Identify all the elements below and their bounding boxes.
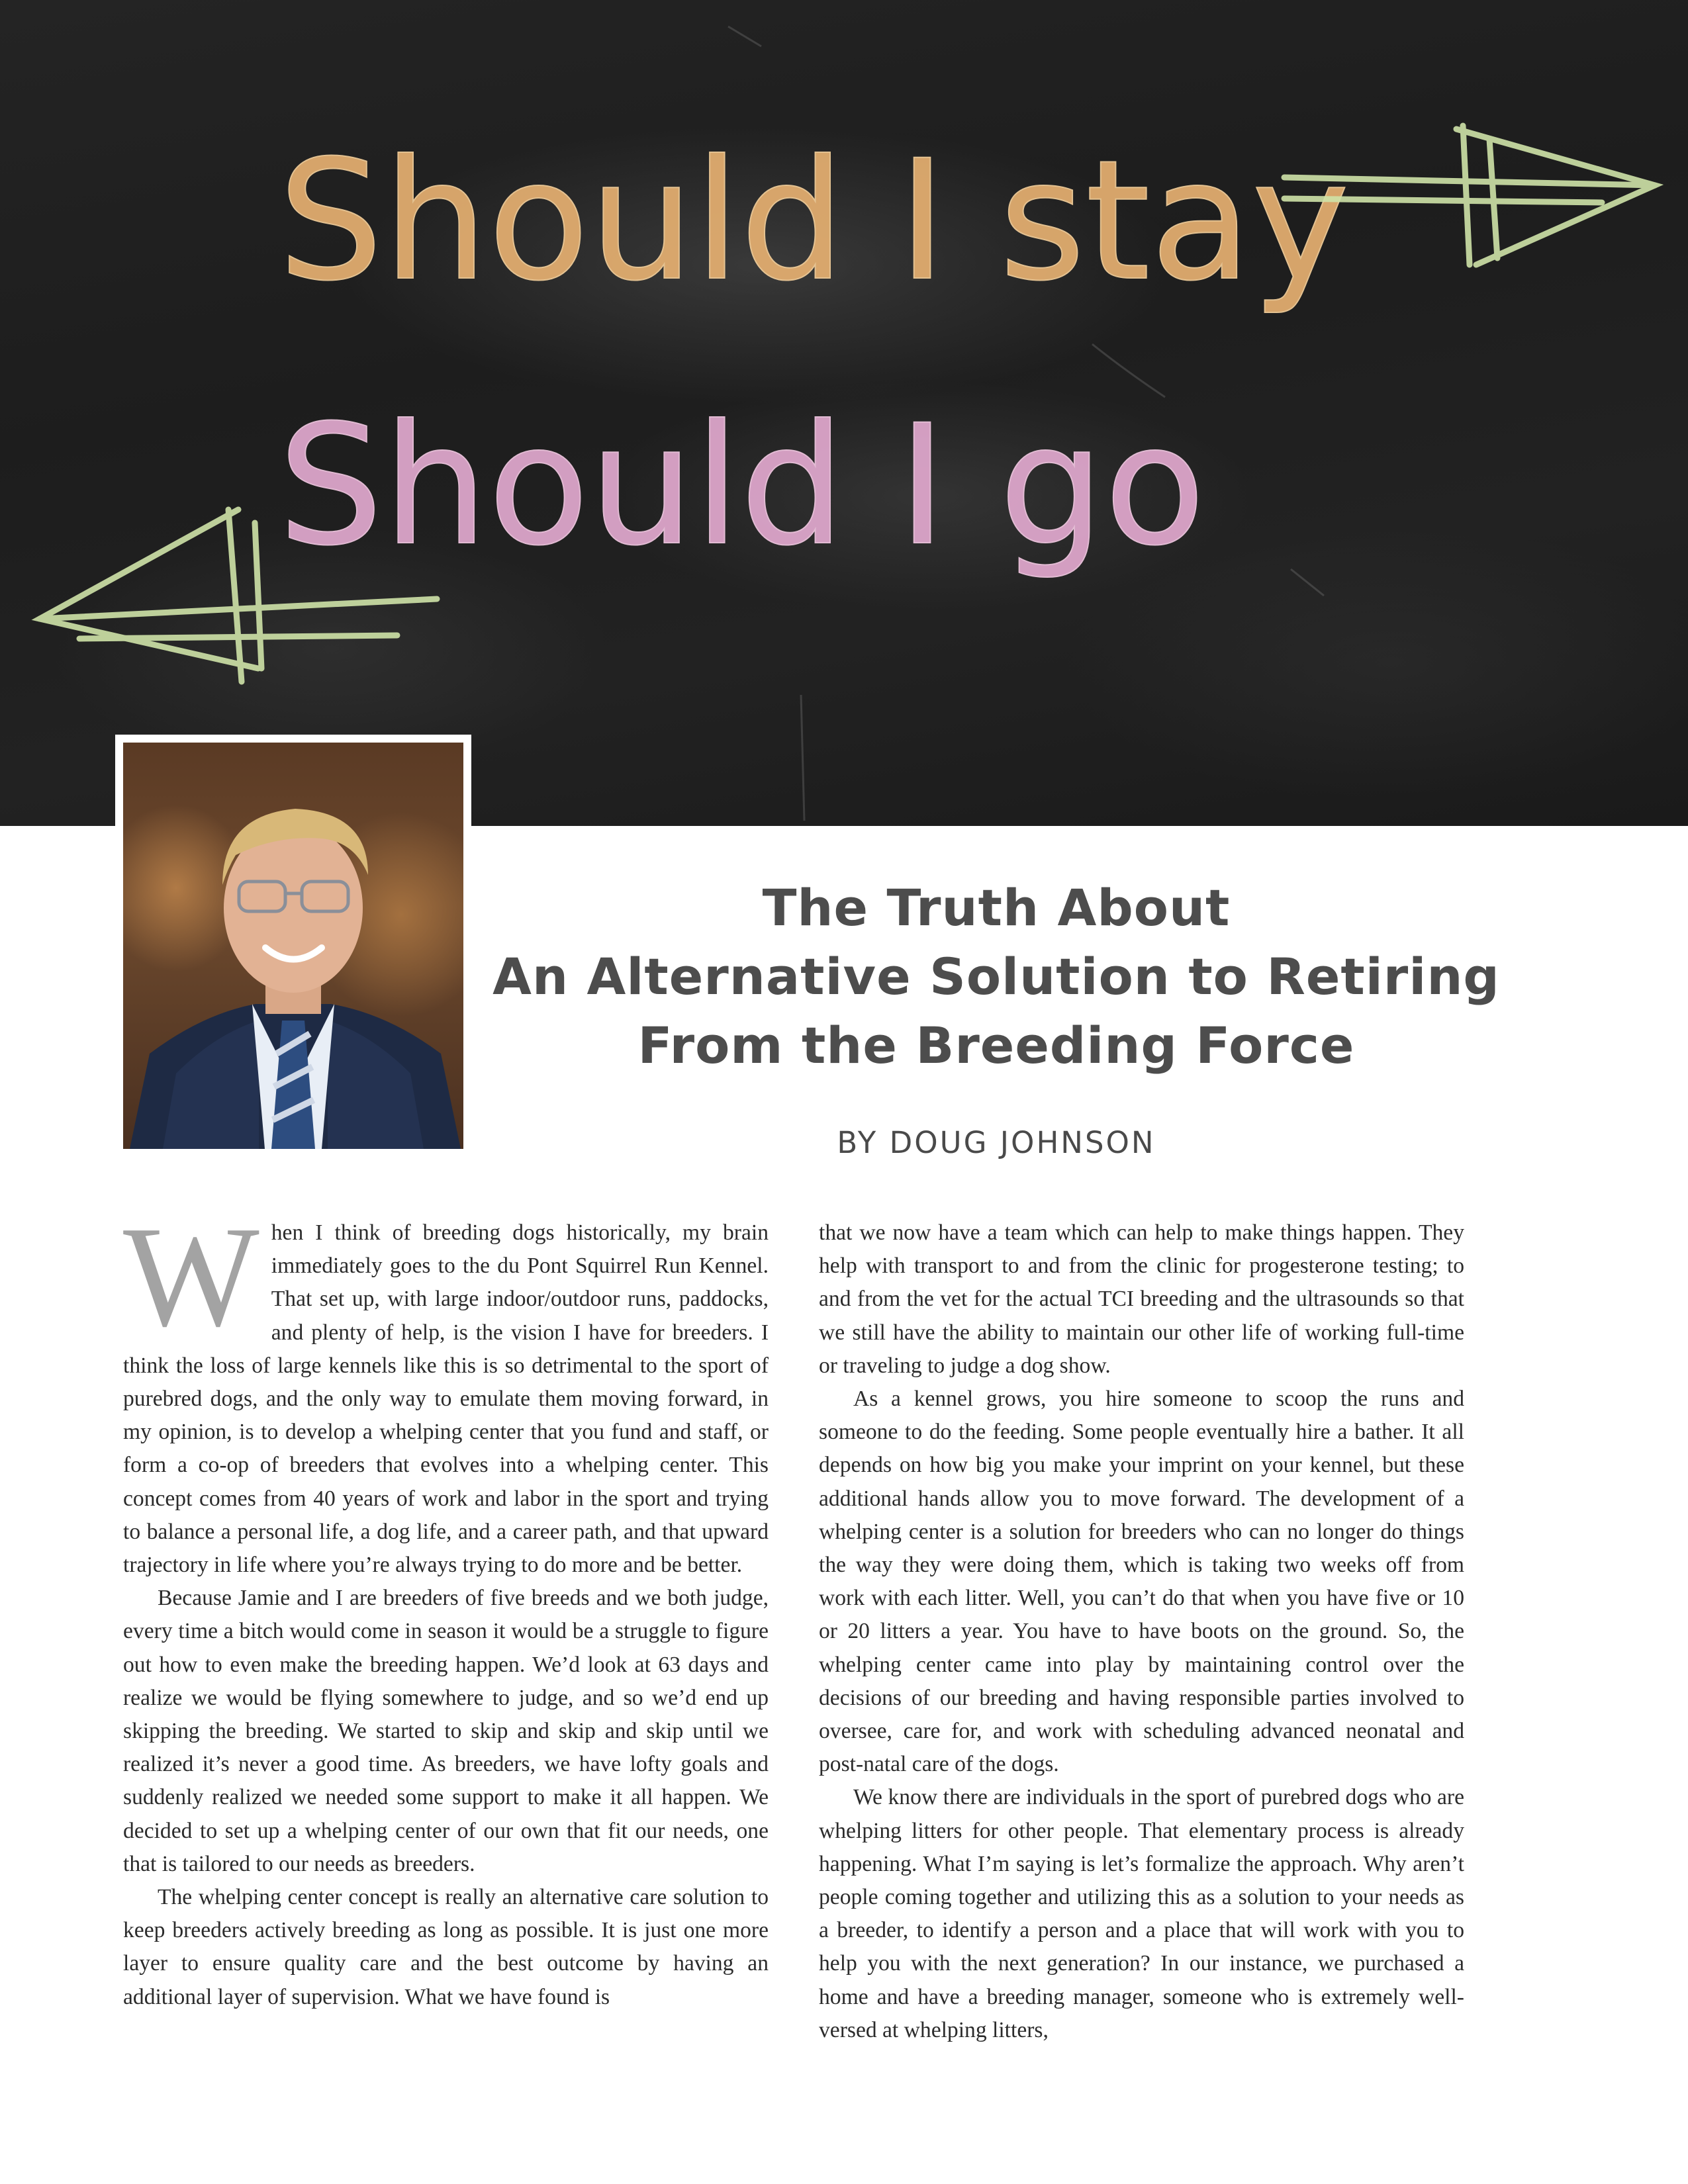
article-byline: BY DOUG JOHNSON	[837, 1125, 1156, 1160]
title-line-2: An Alternative Solution to Retiring	[492, 947, 1500, 1006]
article-column-right	[819, 1216, 1464, 2097]
chalk-line-should-i-go: Should I go	[278, 389, 1206, 582]
title-line-3: From the Breeding Force	[637, 1016, 1355, 1075]
body-paragraph	[123, 1197, 769, 1582]
body-paragraph: We know there are individuals in the sport of purebred dogs who are whelping litters for other people. That elementary process is already happening. What I’m saying is let’s formalize the approach. Why aren’t people coming together and utilizing this as a solution to your needs as a breeder, to identify a person and a place that will work with you to help you with the next generation? In our instance, we purchased a home and have a breeding manager, someone who is extremely well-versed at whelping litters,	[819, 1785, 1464, 2042]
body-paragraph-text: hen I think of breeding dogs historically, my brain immediately goes to the du Pont Squirrel Run Kennel. That set up, with large indoor/outdoor runs, paddocks, and plenty of help, is the vision I have for breeders. I think the loss of large kennels like this is so detrimental to the sport of purebred dogs, and the only way to emulate them moving forward, in my opinion, is to develop a whelping center that you fund and staff, or form a co-op of breeders that evolves into a whelping center. This concept comes from 40 years of work and labor in the sport and trying to balance a personal life, a dog life, and a career path, and that upward trajectory in life where you’re always trying to do more and be better.	[123, 1220, 769, 1578]
author-photo	[123, 743, 463, 1149]
body-paragraph: that we now have a team which can help to make things happen. They help with transport to and from the clinic for progesterone testing; to and from the vet for the actual TCI breeding and the ultrasounds so that we still have the ability to maintain our other life of working full-time or traveling to judge a dog show.	[819, 1220, 1464, 1378]
body-paragraph: The whelping center concept is really an alternative care solution to keep breeders actively breeding as long as possible. It is just one more layer to ensure quality care and the best outcome by having an additional layer of supervision. What we have found is	[123, 1885, 769, 2009]
chalkboard-hero-image	[0, 0, 1688, 826]
title-line-1: The Truth About	[762, 878, 1231, 937]
chalkboard-drawing	[0, 0, 1688, 826]
body-paragraph: As a kennel grows, you hire someone to scoop the runs and someone to do the feeding. Some people eventually hire a bather. It all depends on how big you make your imprint on your kennel, but these additional hands allow you to move forward. The development of a whelping center is a solution for breeders who can no longer do things the way they were doing them, which is taking two weeks off from work with each litter. Well, you can’t do that when you have five or 10 or 20 litters a year. You have to have boots on the ground. So, the whelping center came into play by maintaining control over the decisions of our breeding and having responsible parties involved to oversee, care for, and work with scheduling advanced neonatal and post-natal care of the dogs.	[819, 1387, 1464, 1777]
article-column-left	[123, 1197, 769, 2097]
author-photo-frame	[115, 735, 471, 1157]
body-paragraph: Because Jamie and I are breeders of five breeds and we both judge, every time a bitch would come in season it would be a struggle to figure out how to even make the breeding happen. We’d look at 63 days and realize we would be flying somewhere to judge, and so we’d end up skipping the breeding. We started to skip and skip and skip until we realized it’s never a good time. As breeders, we have lofty goals and suddenly realized we needed some support to make it all happen. We decided to set up a whelping center of our own that fit our needs, one that is tailored to our needs as breeders.	[123, 1586, 769, 1876]
chalk-line-should-i-stay: Should I stay	[278, 124, 1350, 317]
article-title	[490, 874, 1503, 1080]
drop-cap: W	[123, 1197, 259, 1357]
author-portrait-illustration	[123, 743, 463, 1149]
